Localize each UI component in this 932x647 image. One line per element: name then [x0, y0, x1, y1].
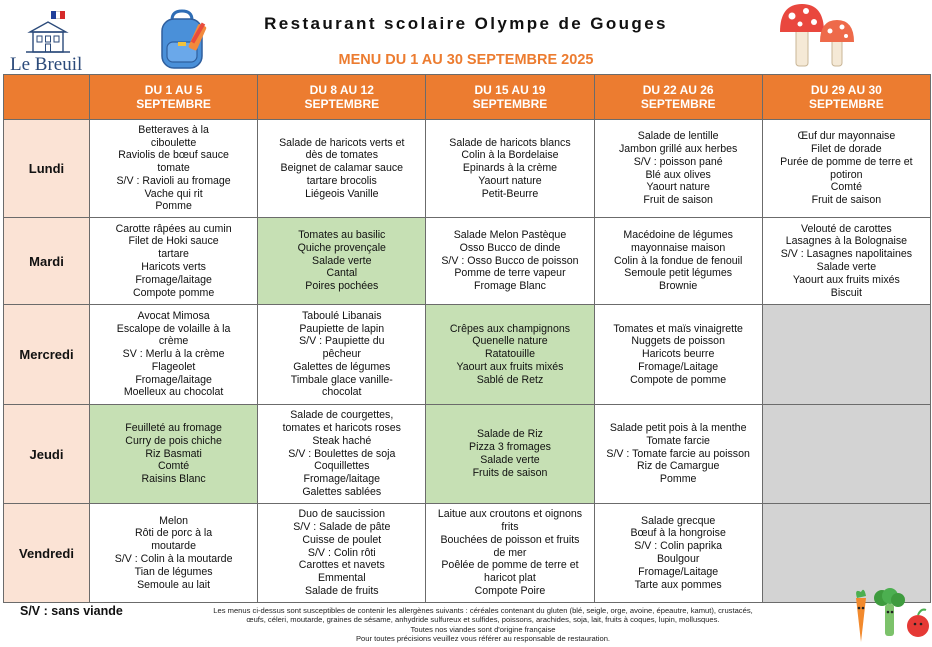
menu-item: Filet de dorade: [811, 142, 882, 155]
menu-item: Salade Melon Pastèque: [453, 229, 567, 241]
day-row-vendredi: [4, 504, 931, 603]
day-label: Jeudi: [4, 405, 90, 504]
menu-item: Œuf dur mayonnaise: [797, 130, 896, 143]
menu-cell: [258, 305, 426, 405]
menu-item: SV : Merlu à la crème: [122, 348, 225, 361]
menu-item: Salade de haricots verts et: [279, 136, 405, 149]
menu-item: Liégeois Vanille: [305, 187, 379, 200]
menu-item: Boulgour: [656, 553, 700, 565]
menu-item: Bouchées de poisson et fruits: [440, 533, 580, 546]
mushrooms-icon: [776, 2, 862, 68]
menu-item: Brownie: [659, 280, 698, 293]
menu-item: Cantal: [326, 267, 358, 280]
menu-item: Velouté de carottes: [801, 222, 892, 235]
menu-item: Curry de pois chiche: [125, 434, 222, 447]
menu-item: Pomme de terre vapeur: [454, 267, 566, 280]
menu-item: Fruit de saison: [643, 194, 713, 207]
week-header: DU 29 AU 30 SEPTEMBRE: [762, 75, 930, 120]
menu-item: S/V : Salade de pâte: [293, 521, 391, 533]
menu-cell: [594, 405, 762, 504]
menu-cell: [258, 405, 426, 504]
menu-item: Pomme: [659, 473, 697, 486]
menu-item: S/V : poisson pané: [633, 155, 723, 168]
menu-item: Beignet de calamar sauce: [280, 162, 404, 175]
menu-item: ciboulette: [150, 136, 197, 149]
menu-item: Poêlée de pomme de terre et: [441, 559, 579, 572]
menu-item: Salade de lentille: [637, 130, 719, 143]
menu-period: MENU DU 1 AU 30 SEPTEMBRE 2025: [338, 52, 594, 68]
allergen-note: Les menus ci-dessus sont susceptibles de contenir les allergènes suivants : céréales contenant du gluten (blé, seigle, orge, avoine, épeautre, kamut), crustacés, œufs, céleri, moutarde, graines de sésame, anhydride sulfureux et sulfides, poissons, arachides, soja, lait, fruits à coques, lupin, mollusques. Toutes nos viandes sont d'origine française Pour toutes précisions veuillez vous référer au responsable de restauration.: [213, 606, 753, 644]
menu-item: S/V : Colin rôti: [307, 546, 376, 559]
day-row-mercredi: [4, 305, 931, 405]
menu-item: Rôti de porc à la: [135, 527, 213, 540]
menu-item: Poires pochées: [305, 280, 379, 293]
menu-item: Galettes sablées: [302, 485, 382, 498]
day-row-jeudi: [4, 405, 931, 504]
menu-item: Jambon grillé aux herbes: [618, 142, 738, 155]
menu-item: Tarte aux pommes: [634, 578, 722, 591]
menu-item: moutarde: [151, 540, 196, 553]
menu-cell: [426, 504, 594, 603]
menu-item: Filet de Hoki sauce: [128, 235, 219, 248]
menu-table: [3, 74, 931, 603]
menu-item: S/V : Colin à la moutarde: [114, 553, 233, 565]
menu-item: Emmental: [317, 572, 366, 585]
menu-item: Escalope de volaille à la: [116, 322, 231, 335]
menu-item: Cuisse de poulet: [302, 533, 382, 546]
menu-item: Fromage Blanc: [474, 280, 546, 293]
menu-item: Salade de fruits: [304, 584, 379, 597]
menu-item: S/V : Paupiette du: [299, 335, 385, 348]
menu-item: mayonnaise maison: [631, 241, 726, 254]
menu-item: Carottes et navets: [298, 559, 385, 572]
menu-item: Salade de haricots blancs: [449, 136, 571, 149]
menu-item: pêcheur: [322, 348, 361, 361]
menu-item: tomates et haricots roses: [282, 422, 401, 434]
week-header: DU 8 AU 12 SEPTEMBRE: [258, 75, 426, 120]
week-header: DU 22 AU 26 SEPTEMBRE: [594, 75, 762, 120]
menu-cell: [426, 218, 594, 305]
menu-item: S/V : Ravioli au fromage: [116, 174, 231, 187]
menu-item: potiron: [830, 168, 863, 181]
menu-item: Semoule au lait: [137, 578, 211, 591]
menu-item: Colin à la fondue de fenouil: [613, 254, 743, 267]
menu-item: Riz Basmati: [145, 447, 202, 460]
menu-item: Compote pomme: [132, 286, 215, 299]
town-logo: [8, 10, 90, 74]
menu-cell: [594, 120, 762, 218]
menu-item: frits: [501, 521, 519, 533]
menu-item: Epinards à la crème: [462, 162, 558, 175]
menu-item: Salade verte: [480, 454, 540, 466]
menu-item: Riz de Camargue: [636, 460, 720, 473]
menu-cell: [594, 305, 762, 405]
menu-item: tomate: [157, 162, 190, 175]
menu-item: S/V : Colin paprika: [634, 540, 723, 553]
menu-item: tartare brocolis: [306, 174, 377, 187]
menu-item: Macédoine de légumes: [623, 229, 733, 241]
menu-item: Salade de courgettes,: [290, 409, 394, 422]
menu-item: Galettes de légumes: [293, 360, 391, 373]
menu-item: Fromage/Laitage: [638, 565, 719, 578]
page-title: Restaurant scolaire Olympe de Gouges: [264, 14, 668, 33]
day-label: Lundi: [4, 120, 90, 218]
menu-cell: [426, 120, 594, 218]
menu-item: Yaourt nature: [646, 181, 710, 194]
menu-item: Salade de Riz: [476, 428, 543, 441]
menu-item: Steak haché: [312, 434, 372, 447]
menu-item: Yaourt aux fruits mixés: [456, 360, 564, 373]
menu-item: Feuilleté au fromage: [125, 422, 222, 434]
menu-item: Paupiette de lapin: [299, 322, 385, 335]
day-label: Mercredi: [4, 305, 90, 405]
day-row-lundi: [4, 120, 931, 218]
menu-cell: [90, 504, 258, 603]
menu-item: de mer: [493, 546, 527, 559]
header-corner: [4, 75, 90, 120]
menu-item: Fruits de saison: [472, 466, 548, 479]
menu-item: Fruit de saison: [811, 194, 882, 207]
day-row-mardi: [4, 218, 931, 305]
menu-item: Bœuf à la hongroise: [630, 527, 726, 540]
menu-item: S/V : Osso Bucco de poisson: [441, 254, 579, 267]
menu-item: Comté: [830, 181, 862, 194]
menu-item: Pizza 3 fromages: [469, 441, 551, 454]
menu-item: Lasagnes à la Bolognaise: [785, 235, 908, 248]
menu-item: S/V : Boulettes de soja: [288, 447, 396, 460]
menu-item: Pomme: [155, 200, 192, 213]
menu-cell: [762, 120, 930, 218]
menu-item: S/V : Lasagnes napolitaines: [780, 248, 913, 261]
menu-item: Compote Poire: [474, 584, 546, 597]
menu-cell: [258, 218, 426, 305]
menu-item: Tomates et maïs vinaigrette: [613, 322, 743, 335]
menu-item: Sablé de Retz: [476, 373, 544, 386]
menu-item: Quenelle nature: [472, 335, 548, 348]
menu-cell: [426, 305, 594, 405]
menu-item: haricot plat: [484, 572, 536, 585]
menu-item: Tomate farcie: [646, 434, 710, 447]
menu-cell: [258, 504, 426, 603]
menu-cell: [594, 218, 762, 305]
menu-item: tartare: [158, 248, 189, 261]
menu-item: S/V : Tomate farcie au poisson: [606, 447, 750, 460]
menu-item: Moelleux au chocolat: [123, 386, 224, 399]
menu-item: Avocat Mimosa: [137, 309, 210, 322]
menu-item: Nuggets de poisson: [631, 335, 725, 348]
menu-item: Salade petit pois à la menthe: [609, 422, 747, 434]
menu-cell: [90, 218, 258, 305]
menu-item: Melon: [159, 514, 189, 527]
menu-item: Coquillettes: [314, 460, 370, 473]
menu-item: Blé aux olives: [645, 168, 711, 181]
menu-item: Flageolet: [151, 360, 196, 373]
menu-item: Comté: [157, 460, 190, 473]
menu-cell: [90, 120, 258, 218]
menu-cell: [762, 218, 930, 305]
menu-cell: [762, 405, 930, 504]
menu-item: Fromage/laitage: [135, 273, 212, 286]
menu-cell: [426, 405, 594, 504]
menu-item: Vache qui rit: [144, 187, 203, 200]
menu-item: Salade verte: [816, 261, 877, 273]
menu-item: Haricots verts: [141, 261, 206, 273]
sans-viande-legend: S/V : sans viande: [20, 604, 123, 618]
menu-item: Quiche provençale: [297, 241, 386, 254]
vegetable-characters-icon: [842, 586, 932, 644]
menu-item: Yaourt aux fruits mixés: [792, 273, 900, 286]
day-label: Mardi: [4, 218, 90, 305]
menu-item: Haricots beurre: [641, 348, 715, 361]
menu-cell: [90, 305, 258, 405]
day-label: Vendredi: [4, 504, 90, 603]
menu-item: Tian de légumes: [134, 565, 213, 578]
menu-cell: [90, 405, 258, 504]
menu-item: Timbale glace vanille-: [290, 373, 393, 386]
week-header-row: [4, 75, 931, 120]
menu-item: Ratatouille: [484, 348, 535, 361]
menu-item: Tomates au basilic: [298, 229, 386, 241]
menu-item: Carotte râpées au cumin: [115, 222, 232, 235]
menu-item: Betteraves à la: [138, 123, 209, 136]
menu-item: dès de tomates: [305, 149, 378, 162]
menu-item: Semoule petit légumes: [624, 267, 733, 280]
menu-item: Salade grecque: [641, 514, 716, 527]
menu-item: Fromage/laitage: [303, 473, 381, 486]
menu-item: Colin à la Bordelaise: [461, 149, 559, 162]
week-header: DU 1 AU 5 SEPTEMBRE: [90, 75, 258, 120]
menu-item: Salade verte: [312, 254, 372, 267]
menu-item: Yaourt nature: [478, 174, 542, 187]
menu-item: Biscuit: [830, 286, 862, 299]
menu-item: Taboulé Libanais: [302, 309, 382, 322]
menu-item: crème: [158, 335, 189, 348]
menu-cell: [258, 120, 426, 218]
menu-item: Raisins Blanc: [141, 473, 206, 486]
menu-item: Fromage/laitage: [135, 373, 212, 386]
town-hall-logo-icon: [26, 18, 70, 54]
menu-item: Crêpes aux champignons: [449, 322, 571, 335]
menu-item: Duo de saucission: [298, 508, 386, 521]
menu-item: Osso Bucco de dinde: [459, 241, 561, 254]
menu-item: chocolat: [322, 386, 362, 399]
menu-item: Purée de pomme de terre et: [780, 155, 913, 168]
town-name: Le Breuil: [10, 54, 83, 75]
menu-item: Compote de pomme: [630, 373, 727, 386]
menu-cell: [594, 504, 762, 603]
menu-cell: [762, 305, 930, 405]
menu-item: Fromage/Laitage: [638, 360, 719, 373]
menu-item: Laitue aux croutons et oignons: [437, 508, 583, 521]
week-header: DU 15 AU 19 SEPTEMBRE: [426, 75, 594, 120]
menu-item: Raviolis de bœuf sauce: [118, 149, 229, 162]
menu-item: Petit-Beurre: [481, 187, 539, 200]
